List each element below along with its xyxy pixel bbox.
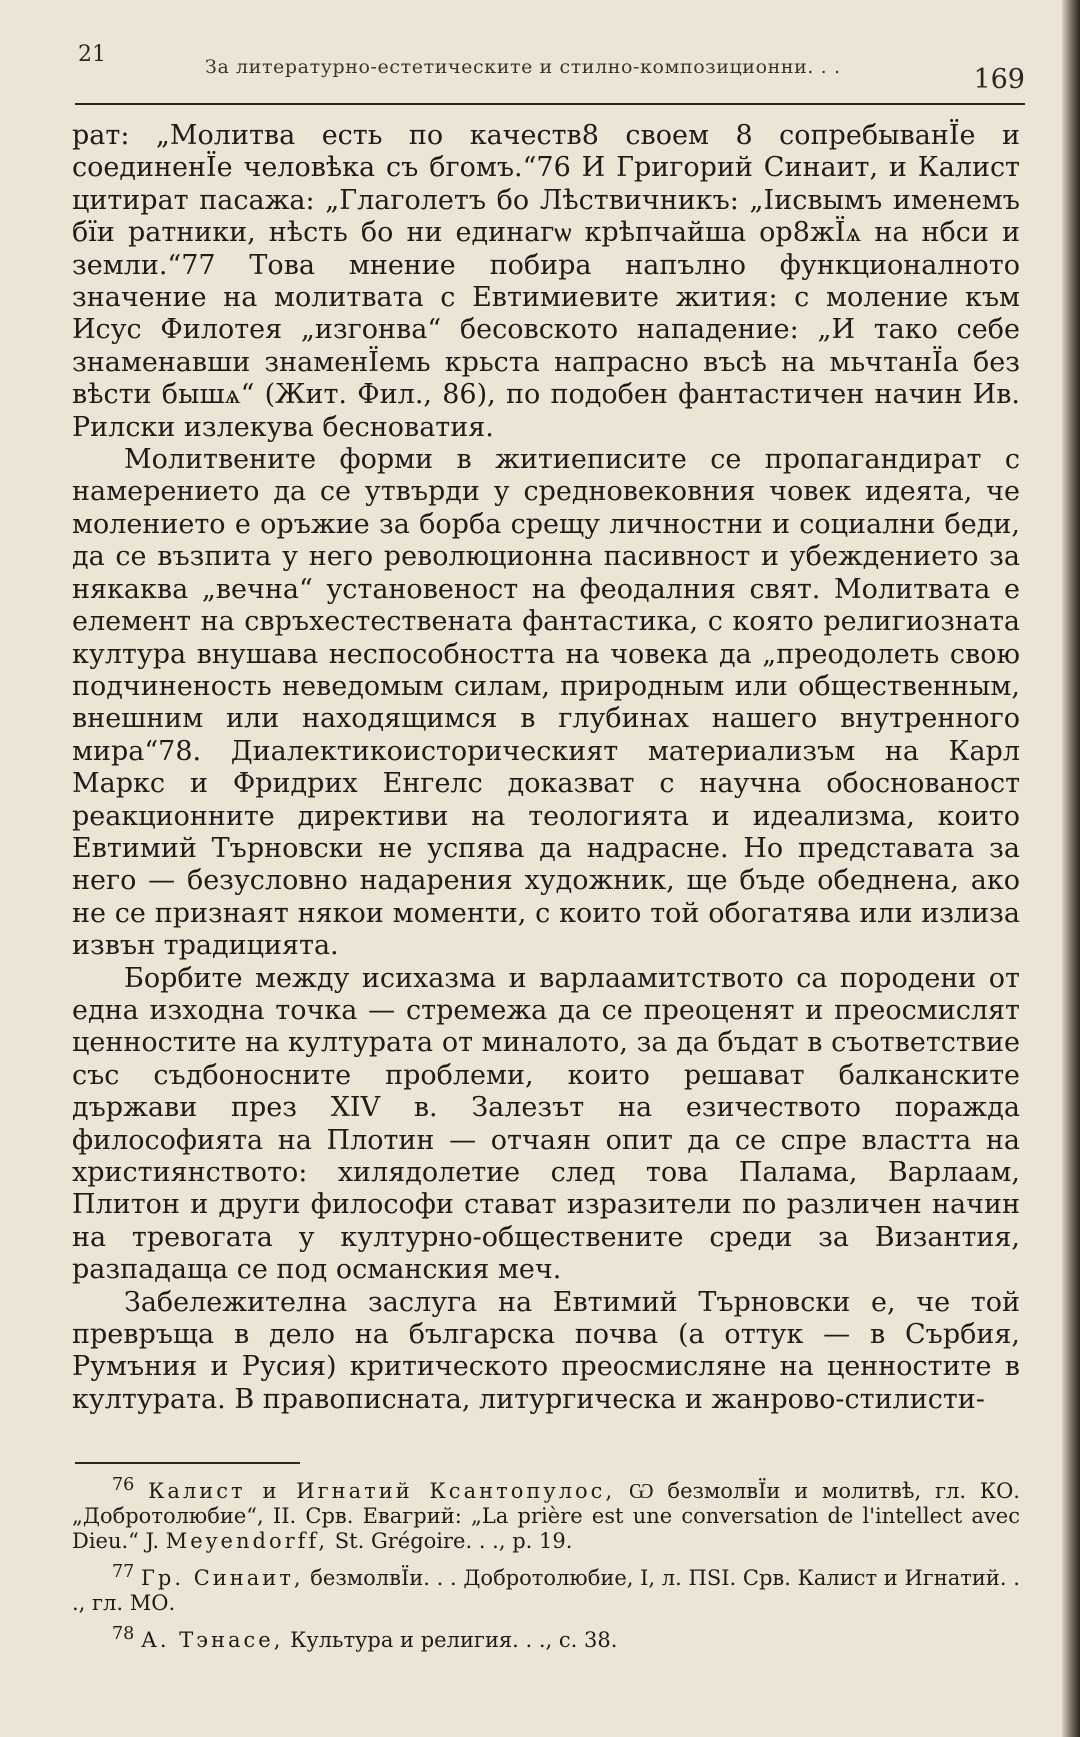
footnote-text: Ѡ безмолвЇи и молитвѣ, гл. КО. „Добротолюбие“, II. Срв. Евагрий: „La prière est une conversation de l'intellect avec Dieu.“ J. xyxy=(72,1479,1020,1553)
footnote-text: безмолвЇи. . . Добротолюбие, I, л. ПSI. Срв. Калист и Игнатий. . ., гл. МО. xyxy=(72,1566,1020,1615)
paragraph-2: Молитвените форми в житиеписите се пропагандират с намерението да се утвърди у средновековния човек идеята, че молението е оръжие за борба срещу личностни и социални беди, да се възпита у него революционна пасивност и убеждението за някаква „вечна“ установеност на феодалния свят. Молитвата е елемент на свръхестествената фантастика, с която религиозната култура внушава неспособността на човека да „преодолеть свою подчиненость неведомым силам, природным или общественным, внешним или находящимся в глубинах нашего внутренного мира“78. Диалектикоисторическият материализъм на Карл Маркс и Фридрих Енгелс доказват с научна обоснованост реакционните директиви на теологията и идеализма, които Евтимий Търновски не успява да надрасне. Но представата за него — безусловно надарения художник, ще бъде обеднена, ако не се признаят някои моменти, с които той обогатява или излиза извън традицията. xyxy=(72,444,1020,962)
footnote-rule xyxy=(75,1462,300,1464)
footnote-number: 76 xyxy=(112,1475,135,1495)
footnote-text: Культура и религия. . ., с. 38. xyxy=(290,1628,618,1652)
footnote-author: Meyendorff, xyxy=(165,1529,329,1553)
paragraph-4: Забележителна заслуга на Евтимий Търновски е, че той превръща в дело на българска почва (а оттук — в Сърбия, Румъния и Русия) критическото преосмисляне на ценностите в културата. В правописната, литургическа и жанрово-стилисти- xyxy=(72,1286,1020,1415)
footnote-author: Гр. Синаит, xyxy=(140,1566,304,1590)
header-rule xyxy=(75,103,1025,105)
footnote-number: 77 xyxy=(112,1562,135,1582)
main-text xyxy=(72,120,1020,1416)
footnote-78 xyxy=(72,1622,1020,1653)
footnote-text: St. Grégoire. . ., p. 19. xyxy=(334,1529,573,1553)
footnote-number: 78 xyxy=(112,1624,135,1644)
running-title: За литературно-естетическите и стилно-композиционни. . . xyxy=(205,56,841,78)
paragraph-3: Борбите между исихазма и варлаамитството са породени от една изходна точка — стремежа да се преоценят и преосмислят ценностите на културата от миналото, за да бъдат в съответствие със съдбоносните проблеми, които решават балканските държави през XIV в. Залезът на езичеството поражда философията на Плотин — отчаян опит да се спре властта на християнството: хилядолетие след това Палама, Варлаам, Плитон и други философи стават изразители по различен начин на тревогата у културно-обществените среди за Византия, разпадаща се под османския меч. xyxy=(72,962,1020,1286)
paragraph-1: рат: „Молитва есть по качеств8 своем 8 сопребыванЇе и соединенЇе человѣка съ бгомъ.“76 И Григорий Синаит, и Калист цитират пасажа: „Глаголетъ бо Лѣствичникъ: „Iисвымъ именемъ бїи ратники, нѣсть бо ни единагѡ крѣпчайша ор8жЇѧ на нбси и земли.“77 Това мнение побира напълно функционалното значение на молитвата с Евтимиевите жития: с моление към Исус Филотея „изгонва“ бесовското нападение: „И тако себе знаменавши знаменЇемь крьста напрасно въсѣ на мьчтанЇа без вѣсти бышѧ“ (Жит. Фил., 86), по подобен фантастичен начин Ив. Рилски излекува бесноватия. xyxy=(72,120,1020,443)
book-spine-shadow xyxy=(1062,0,1080,1737)
page-number: 169 xyxy=(973,64,1025,95)
footnote-76 xyxy=(72,1473,1020,1554)
signature-mark: 21 xyxy=(78,42,106,67)
footnote-77 xyxy=(72,1560,1020,1616)
footnote-author: А. Тэнасе, xyxy=(140,1628,284,1652)
footnote-author: Калист и Игнатий Ксантопулос, xyxy=(148,1479,616,1503)
page-header xyxy=(75,42,1025,102)
footnotes xyxy=(72,1473,1020,1659)
